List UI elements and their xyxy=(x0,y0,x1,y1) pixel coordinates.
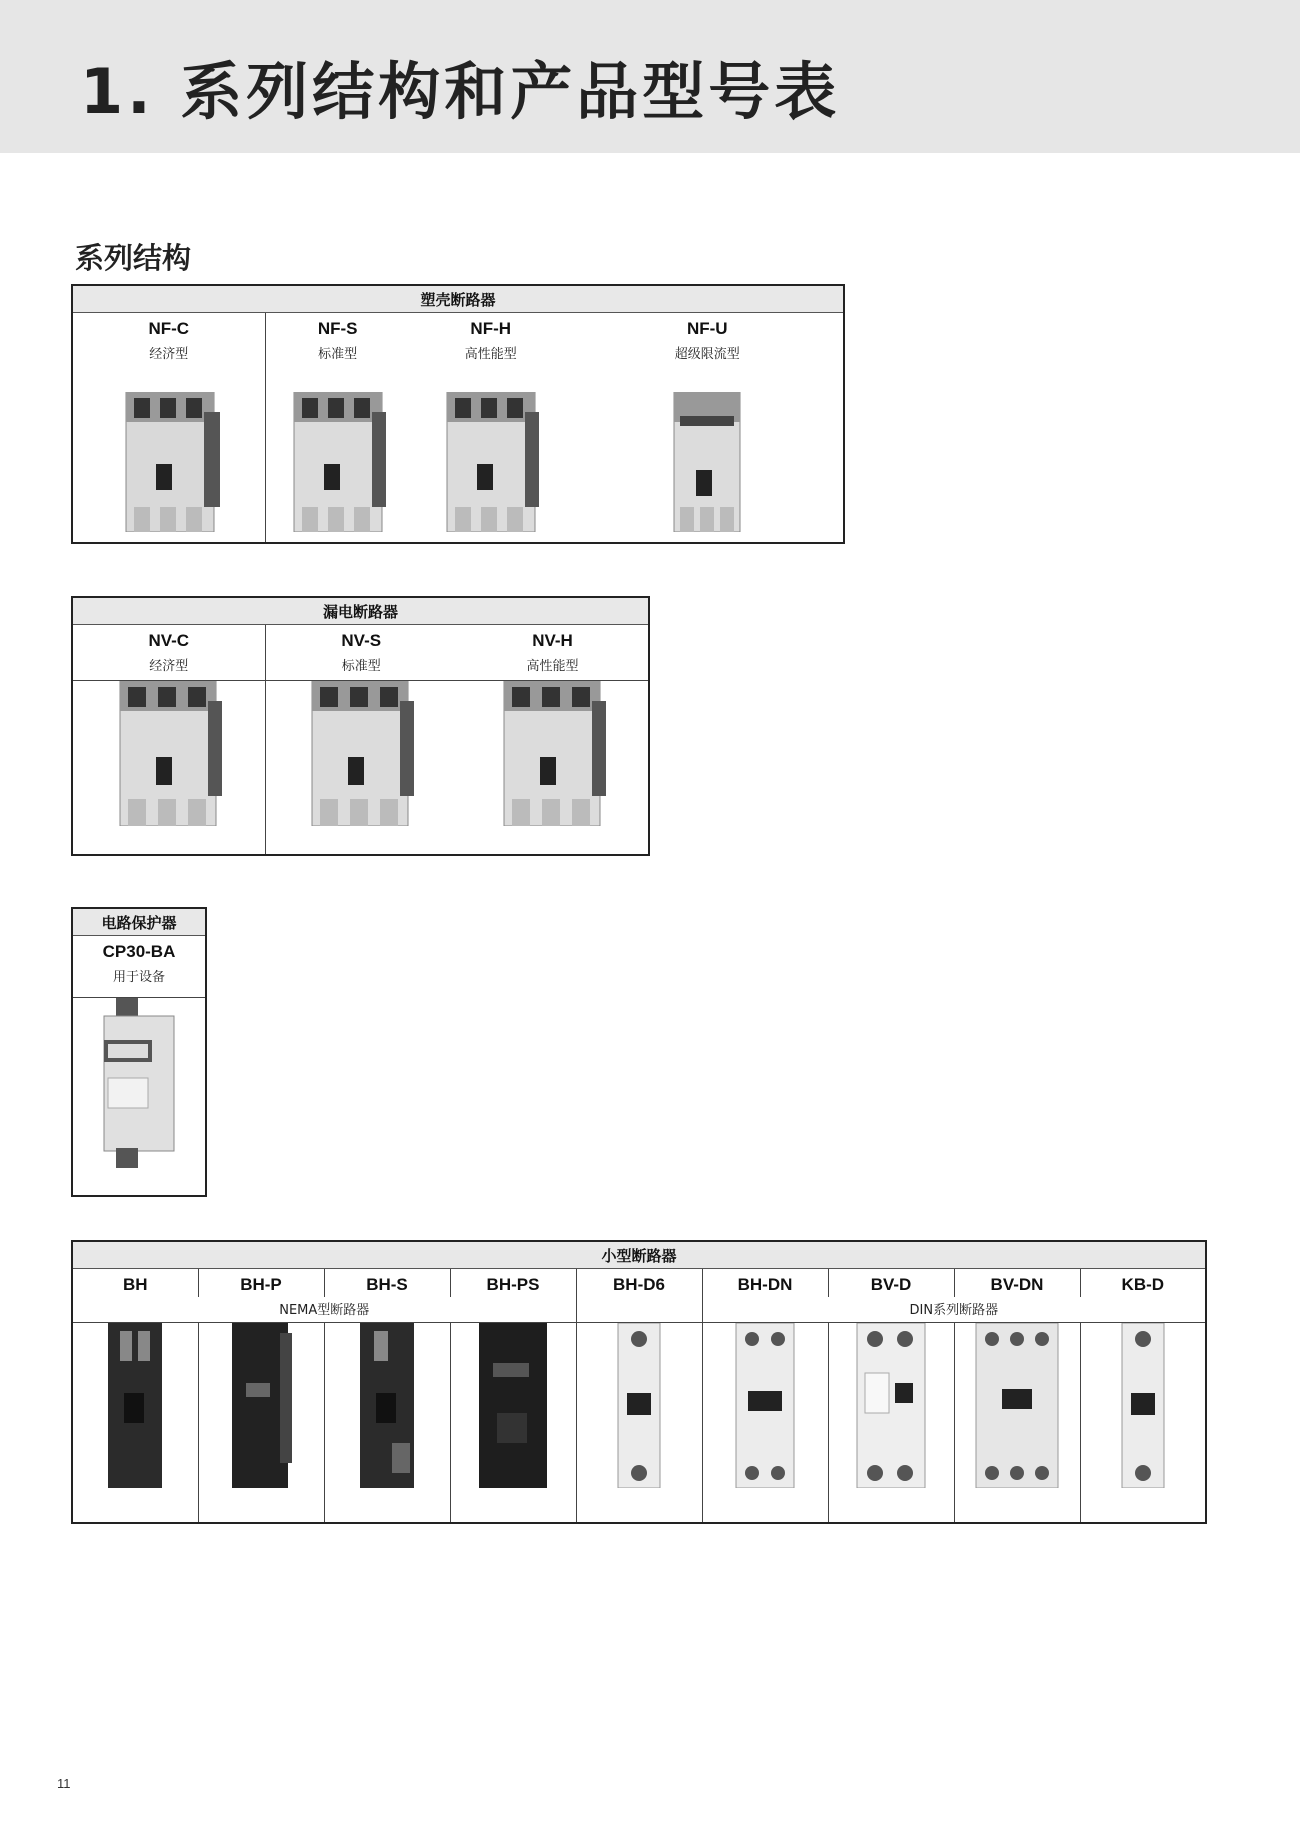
mcb-image-cell xyxy=(828,1323,954,1523)
model-label: KB-D xyxy=(1121,1275,1165,1294)
mccb-cell-nf-h xyxy=(410,313,572,532)
breaker-image xyxy=(100,1323,170,1488)
breaker-image xyxy=(441,392,541,532)
breaker-image xyxy=(306,681,416,826)
group-label: DIN系列断路器 xyxy=(909,1302,999,1318)
page-number: 11 xyxy=(57,1776,71,1791)
page-title: 1. 系列结构和产品型号表 xyxy=(80,55,841,128)
elcb-cell-nv-s xyxy=(265,625,457,681)
breaker-image xyxy=(498,681,608,826)
cp-caption: 电路保护器 xyxy=(72,908,206,936)
mcb-model-bh-dn xyxy=(702,1269,828,1297)
elcb-cell-nv-h xyxy=(457,625,649,681)
group-label: NEMA型断路器 xyxy=(279,1302,370,1318)
breaker-image xyxy=(352,1323,422,1488)
elcb-image-cell xyxy=(72,681,265,855)
mcb-model-bh-ps xyxy=(450,1269,576,1297)
model-label: BH-D6 xyxy=(613,1275,665,1294)
breaker-image xyxy=(226,1323,296,1488)
cp-cell xyxy=(72,936,206,998)
breaker-image xyxy=(672,392,742,532)
model-desc: 经济型 xyxy=(149,347,189,362)
model-label: BH-S xyxy=(366,1275,408,1294)
mcb-image-cell xyxy=(702,1323,828,1523)
model-label: NV-S xyxy=(341,631,382,650)
breaker-image xyxy=(730,1323,800,1488)
model-label: NF-H xyxy=(470,319,512,338)
mcb-image-cell xyxy=(576,1323,702,1523)
elcb-image-cell xyxy=(265,681,457,855)
mcb-model-bh xyxy=(72,1269,198,1297)
mcb-image-cell xyxy=(72,1323,198,1523)
mcb-image-cell xyxy=(1080,1323,1206,1523)
model-label: CP30-BA xyxy=(102,942,176,961)
elcb-cell-nv-c xyxy=(72,625,265,681)
breaker-image xyxy=(972,1323,1062,1488)
breaker-image xyxy=(114,681,224,826)
mccb-cell-nf-c xyxy=(72,313,265,543)
mccb-caption: 塑壳断路器 xyxy=(72,285,844,313)
breaker-image xyxy=(851,1323,931,1488)
model-label: BH-P xyxy=(240,1275,282,1294)
mcb-image-cell xyxy=(450,1323,576,1523)
breaker-image xyxy=(116,392,221,532)
mccb-cell-nf-s xyxy=(266,313,410,532)
model-label: BH-PS xyxy=(486,1275,540,1294)
elcb-caption: 漏电断路器 xyxy=(72,597,649,625)
model-label: NF-S xyxy=(317,319,358,338)
model-label: NV-H xyxy=(532,631,573,650)
breaker-image xyxy=(288,392,388,532)
model-label: BH xyxy=(122,1275,148,1294)
mcb-model-bv-d xyxy=(828,1269,954,1297)
bh-d6-group-blank xyxy=(576,1297,702,1323)
mcb-model-bv-dn xyxy=(954,1269,1080,1297)
model-desc: 经济型 xyxy=(149,659,189,674)
mcb-model-kb-d xyxy=(1080,1269,1206,1297)
nema-group-label xyxy=(72,1297,576,1323)
model-desc: 高性能型 xyxy=(526,659,579,674)
din-group-label xyxy=(702,1297,1206,1323)
mcb-model-bh-p xyxy=(198,1269,324,1297)
model-label: NF-C xyxy=(148,319,190,338)
circuit-protector-image xyxy=(94,998,184,1168)
mcb-model-bh-s xyxy=(324,1269,450,1297)
breaker-image xyxy=(1118,1323,1168,1488)
model-label: NV-C xyxy=(148,631,190,650)
elcb-image-cell xyxy=(457,681,649,855)
mccb-cell-nf-u xyxy=(572,313,843,532)
mcb-table xyxy=(71,1240,1207,1524)
mcb-image-cell xyxy=(198,1323,324,1523)
model-label: BV-D xyxy=(870,1275,912,1294)
cp-table xyxy=(71,907,207,1197)
mcb-caption: 小型断路器 xyxy=(72,1241,1206,1269)
model-desc: 超级限流型 xyxy=(674,347,740,362)
model-desc: 标准型 xyxy=(318,347,358,362)
breaker-image xyxy=(473,1323,553,1488)
model-desc: 用于设备 xyxy=(112,970,165,985)
model-desc: 高性能型 xyxy=(464,347,517,362)
breaker-image xyxy=(614,1323,664,1488)
page-header xyxy=(0,0,1300,153)
mcb-image-cell xyxy=(954,1323,1080,1523)
mcb-image-cell xyxy=(324,1323,450,1523)
model-desc: 标准型 xyxy=(341,659,381,674)
model-label: BV-DN xyxy=(990,1275,1044,1294)
model-label: BH-DN xyxy=(737,1275,793,1294)
model-label: NF-U xyxy=(686,319,728,338)
elcb-table xyxy=(71,596,650,856)
mcb-model-bh-d6 xyxy=(576,1269,702,1297)
mccb-table xyxy=(71,284,845,544)
cp-image-cell xyxy=(72,998,206,1196)
section-title: 系列结构 xyxy=(75,241,192,275)
